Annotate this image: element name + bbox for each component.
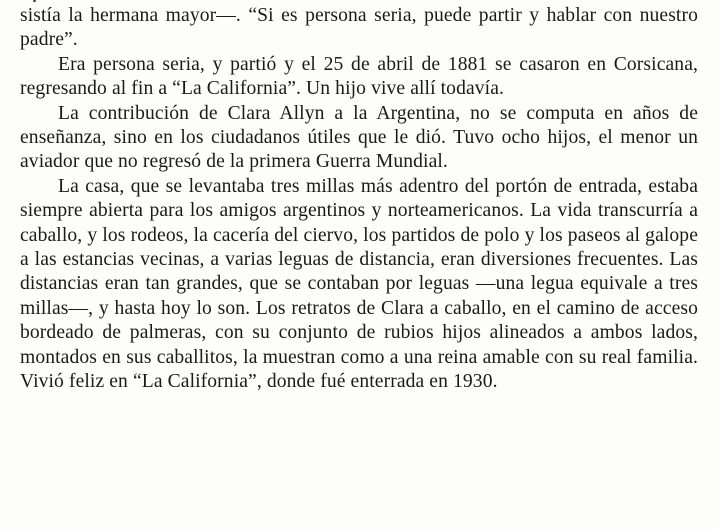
paragraph-contribution: La contribución de Clara Allyn a la Argentina, no se computa en años de enseñanza, sino en los ciudadanos útiles que le dió. Tuvo ocho hijos, el menor un aviador que no regresó de la primera Guerra Mundial. [20, 102, 698, 173]
paragraph-continuation: sistía la hermana mayor—. “Si es persona seria, puede partir y hablar con nuestro padre”. [20, 5, 698, 51]
print-speck [33, 0, 36, 2]
body-text [20, 4, 698, 395]
paragraph-house: La casa, que se levantaba tres millas más adentro del portón de entrada, estaba siempre abierta para los amigos argentinos y norteamericanos. La vida transcurría a caballo, y los rodeos, la cacería del ciervo, los partidos de polo y los paseos al galope a las estancias vecinas, a varias leguas de distancia, eran diversiones frecuentes. Las distancias eran tan grandes, que se contaban por leguas —una legua equivale a tres millas—, y hasta hoy lo son. Los retratos de Clara a caballo, en el camino de acceso bordeado de palmeras, con su conjunto de rubios hijos alineados a ambos lados, montados en sus caballitos, la muestran como a una reina amable con su real familia. Vivió feliz en “La California”, donde fué enterrada en 1930. [20, 175, 698, 393]
paragraph-wedding: Era persona seria, y partió y el 25 de abril de 1881 se casaron en Corsicana, regresando al fin a “La California”. Un hijo vive allí todavía. [20, 53, 698, 100]
